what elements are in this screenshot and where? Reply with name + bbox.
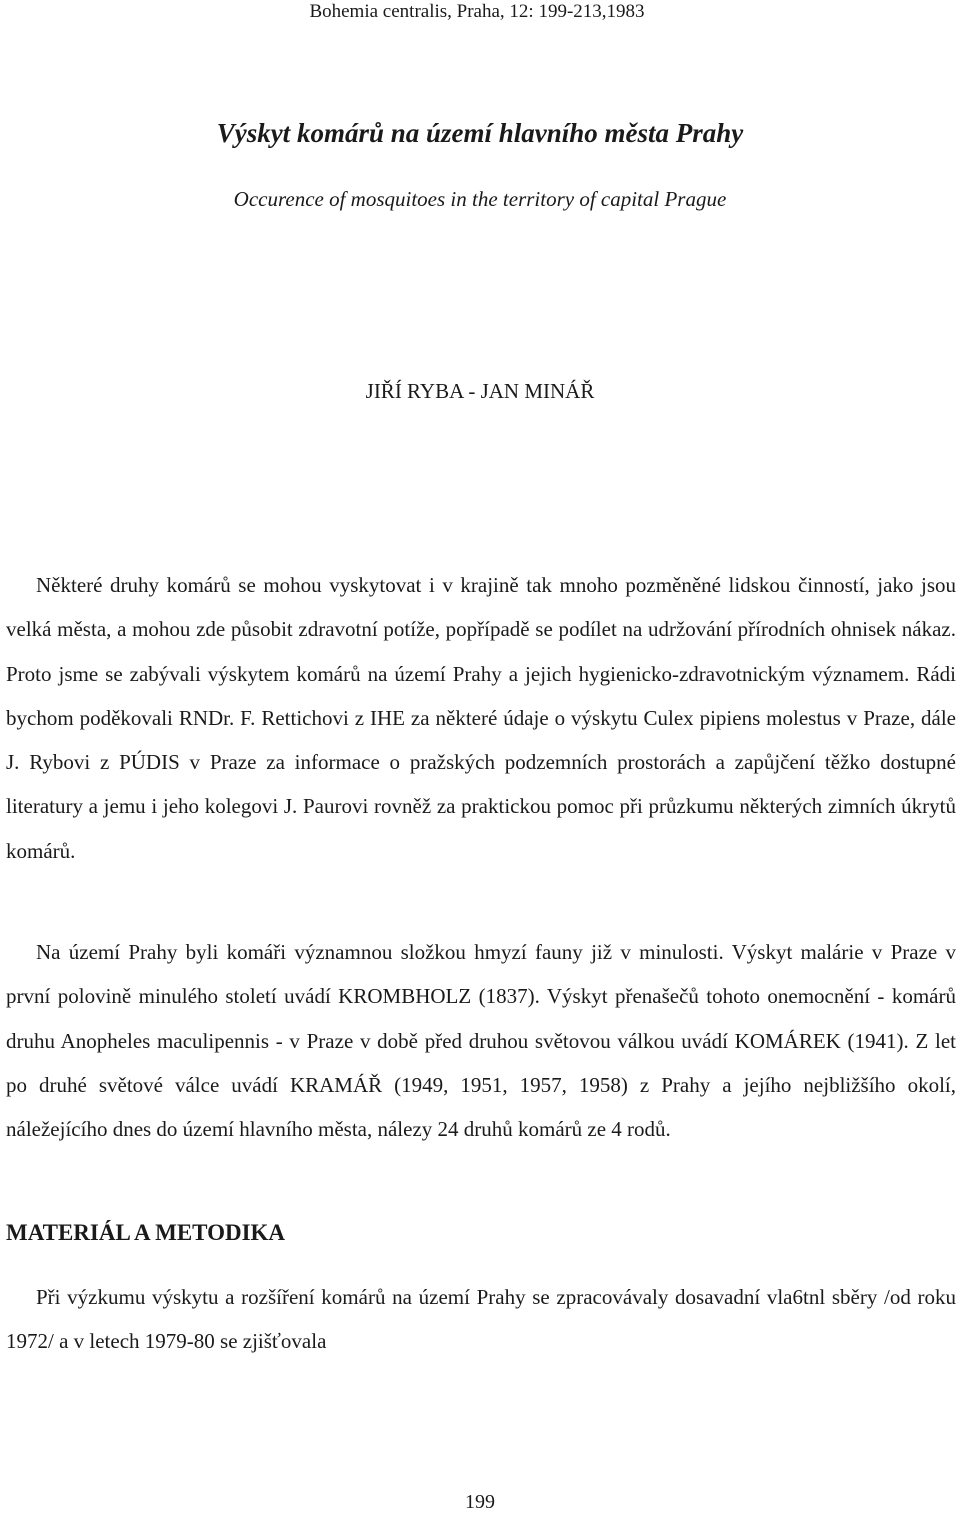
paragraph-intro: Některé druhy komárů se mohou vyskytovat i v krajině tak mnoho pozměněné lidskou činností, jako jsou velká města, a mohou zde působit zdravotní potíže, popřípadě se podílet na udržování přírodních ohnisek nákaz. Proto jsme se zabývali výskytem komárů na území Prahy a jejich hygienicko-zdravotnickým významem. Rádi bychom poděkovali RNDr. F. Rettichovi z IHE za některé údaje o výskytu Culex pipiens molestus v Praze, dále J. Rybovi z PÚDIS v Praze za informace o pražských podzemních prostorách a zapůjčení těžko dostupné literatury a jemu i jeho kolegovi J. Paurovi rovněž za praktickou pomoc při průzkumu některých zimních úkrytů komárů. — [6, 573, 956, 863]
running-header-text: Bohemia centralis, Praha, 12: 199-213,1983 — [309, 1, 645, 22]
page-number: 199 — [465, 1491, 495, 1513]
article-authors: JIŘÍ RYBA - JAN MINÁŘ — [365, 379, 595, 403]
section-heading: MATERIÁL A METODIKA — [6, 1220, 286, 1245]
running-header — [0, 0, 960, 24]
paragraph-methods: Při výzkumu výskytu a rozšíření komárů na území Prahy se zpracovávaly dosavadní vla6tnl sběry /od roku 1972/ a v letech 1979-80 se zjišťovala — [6, 1285, 956, 1354]
article-title: Výskyt komárů na území hlavního města Prahy — [216, 118, 744, 148]
article-subtitle: Occurence of mosquitoes in the territory of capital Prague — [233, 187, 727, 211]
paragraph-history: Na území Prahy byli komáři významnou složkou hmyzí fauny již v minulosti. Výskyt malárie v Praze v první polovině minulého století uvádí KROMBHOLZ (1837). Výskyt přenašečů tohoto onemocnění - komárů druhu Anopheles maculipennis - v Praze v době před druhou světovou válkou uvádí KOMÁREK (1941). Z let po druhé světové válce uvádí KRAMÁŘ (1949, 1951, 1957, 1958) z Prahy a jejího nejbližšího okolí, náležejícího dnes do území hlavního města, nálezy 24 druhů komárů ze 4 rodů. — [6, 940, 956, 1142]
